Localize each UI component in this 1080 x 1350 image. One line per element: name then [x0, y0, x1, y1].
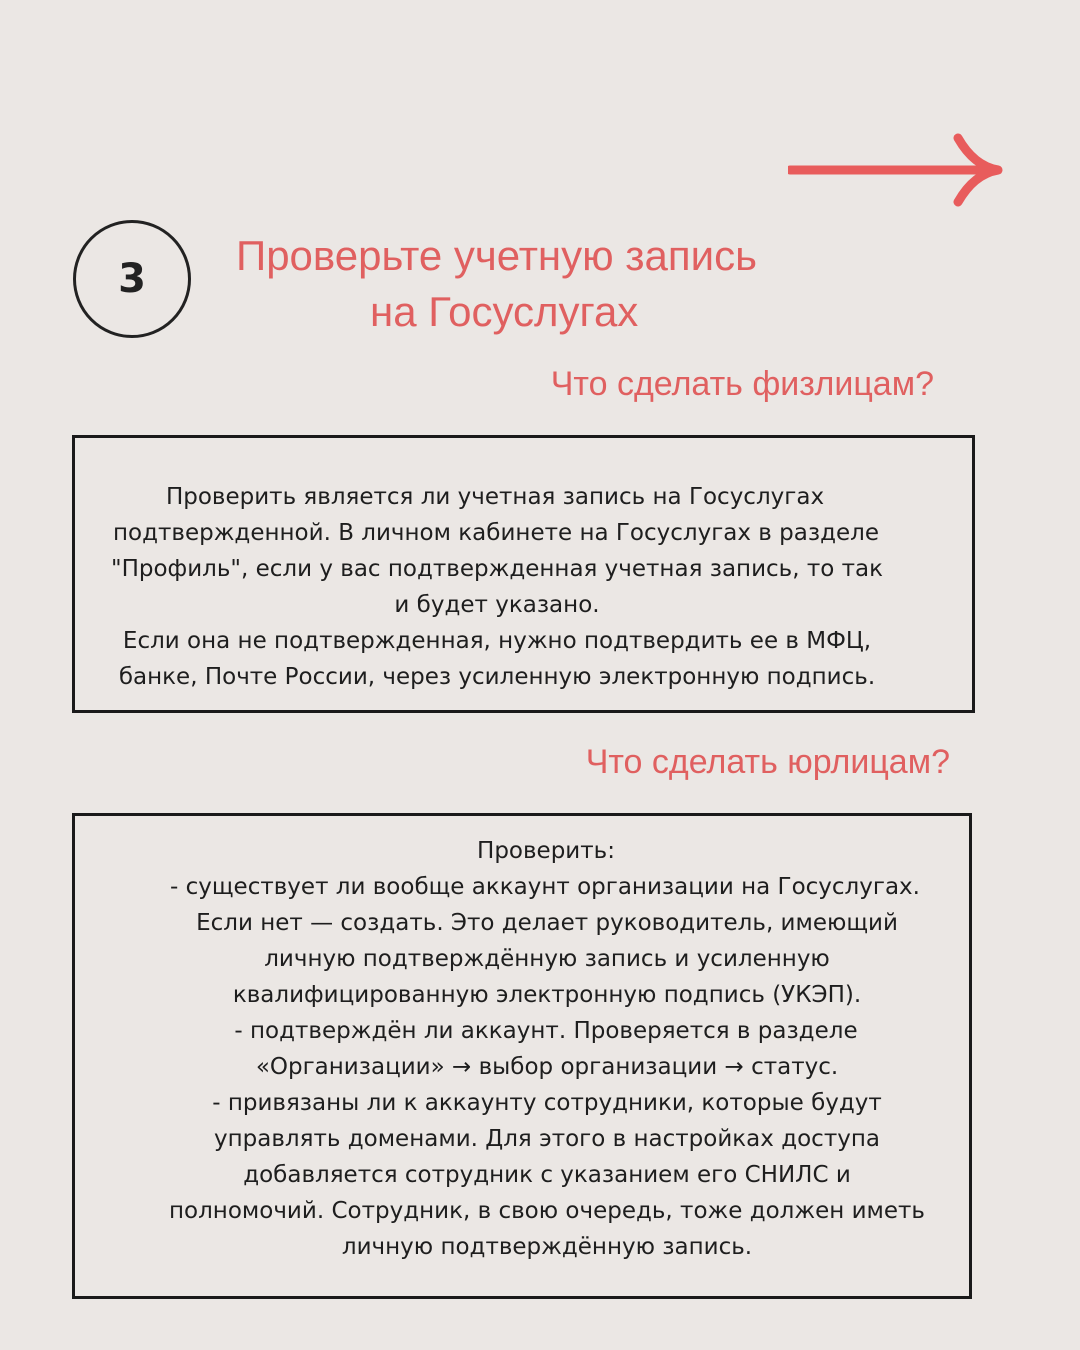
step-number: 3	[118, 256, 146, 302]
legal-entities-heading: Что сделать юрлицам?	[585, 743, 950, 781]
legal-text-line: - привязаны ли к аккаунту сотрудники, которые будут	[212, 1090, 882, 1116]
legal-text-line: добавляется сотрудник с указанием его СНИЛС и	[243, 1162, 851, 1188]
individuals-text-line: подтвержденной. В личном кабинете на Госуслугах в разделе	[112, 520, 880, 546]
step-number-badge	[73, 220, 191, 338]
legal-text-line: квалифицированную электронную подпись (УКЭП).	[232, 982, 862, 1008]
individuals-text-line: банке, Почте России, через усиленную электронную подпись.	[118, 664, 876, 690]
legal-text-line: личную подтверждённую запись и усиленную	[264, 946, 830, 972]
legal-text-line: Если нет — создать. Это делает руководитель, имеющий	[196, 910, 898, 936]
page-title-line-1: Проверьте учетную запись	[236, 232, 758, 279]
page-title-line-2: на Госуслугах	[370, 288, 639, 335]
individuals-text-line: "Профиль", если у вас подтвержденная учетная запись, то так	[110, 556, 884, 582]
legal-text-line: - подтверждён ли аккаунт. Проверяется в разделе	[234, 1018, 858, 1044]
legal-text-line: - существует ли вообще аккаунт организации на Госуслугах.	[170, 874, 920, 900]
legal-text-line: «Организации» → выбор организации → статус.	[255, 1054, 839, 1080]
legal-entities-info-box	[72, 813, 972, 1299]
legal-text-line: Проверить:	[477, 838, 615, 864]
individuals-text-line: Проверить является ли учетная запись на Госуслугах	[165, 484, 825, 510]
legal-text-line: полномочий. Сотрудник, в свою очередь, тоже должен иметь	[169, 1198, 925, 1224]
individuals-heading: Что сделать физлицам?	[550, 365, 934, 403]
right-arrow-icon	[788, 132, 1004, 208]
individuals-text-line: и будет указано.	[394, 592, 600, 618]
legal-text-line: личную подтверждённую запись.	[341, 1234, 753, 1260]
legal-text-line: управлять доменами. Для этого в настройках доступа	[214, 1126, 880, 1152]
individuals-info-box	[72, 435, 975, 713]
individuals-text-line: Если она не подтвержденная, нужно подтвердить ее в МФЦ,	[122, 628, 872, 654]
page-title	[236, 228, 796, 340]
